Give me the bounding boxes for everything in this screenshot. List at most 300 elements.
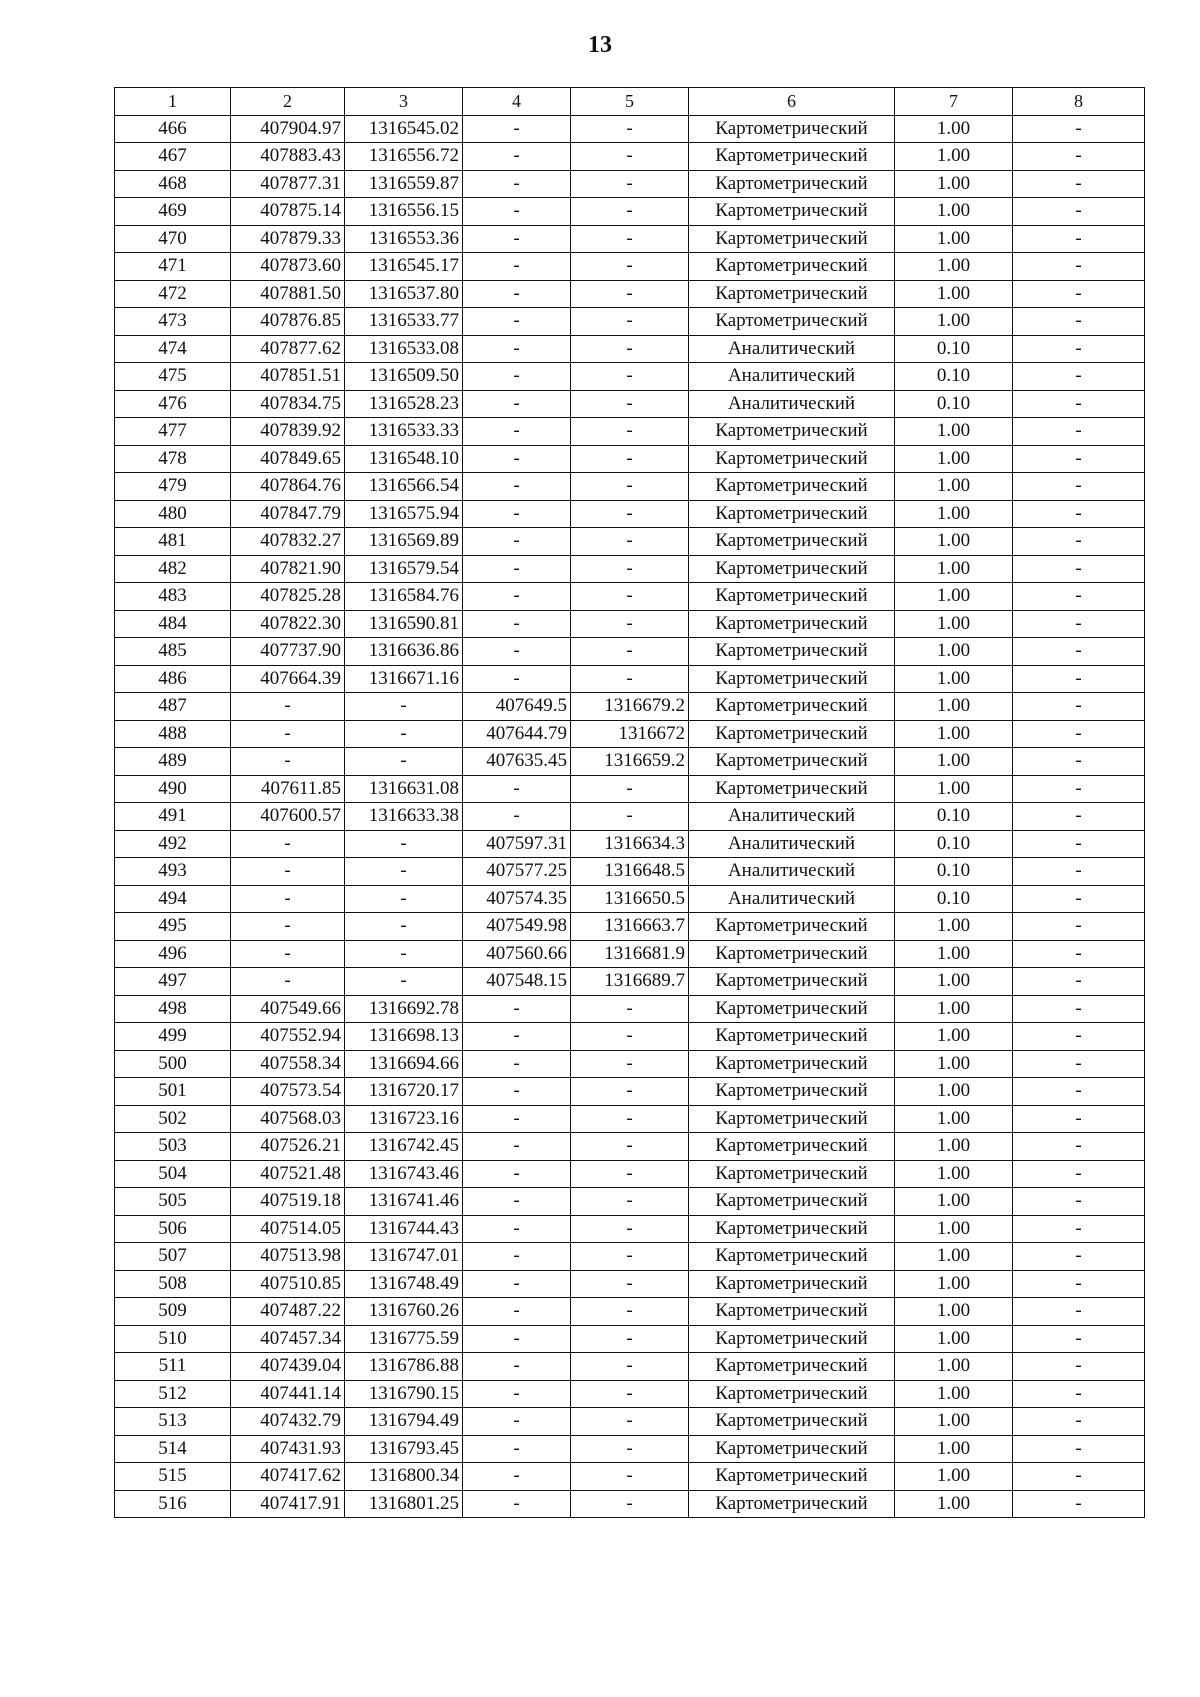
table-cell-y-coordinate-new: - [571, 418, 689, 446]
table-cell-y-coordinate-new: - [571, 143, 689, 171]
table-cell-x-coordinate: 407568.03 [231, 1105, 345, 1133]
table-row [115, 308, 1145, 336]
table-cell-point-number: 508 [115, 1270, 231, 1298]
header-row [115, 88, 1145, 116]
table-row [115, 858, 1145, 886]
table-cell-x-coordinate-new: - [463, 1215, 571, 1243]
table-cell-method: Картометрический [689, 418, 895, 446]
table-cell-y-coordinate-new: - [571, 583, 689, 611]
table-cell-x-coordinate: - [231, 748, 345, 776]
table-cell-note: - [1013, 940, 1145, 968]
table-cell-note: - [1013, 583, 1145, 611]
table-row [115, 1188, 1145, 1216]
table-row [115, 1160, 1145, 1188]
table-cell-note: - [1013, 363, 1145, 391]
table-cell-y-coordinate: 1316553.36 [345, 225, 463, 253]
table-cell-method: Картометрический [689, 610, 895, 638]
table-cell-x-coordinate-new: - [463, 308, 571, 336]
table-cell-accuracy: 0.10 [895, 390, 1013, 418]
table-cell-method: Картометрический [689, 1353, 895, 1381]
table-cell-point-number: 492 [115, 830, 231, 858]
table-cell-note: - [1013, 1380, 1145, 1408]
table-row [115, 1380, 1145, 1408]
table-cell-point-number: 480 [115, 500, 231, 528]
table-cell-accuracy: 1.00 [895, 308, 1013, 336]
table-cell-accuracy: 1.00 [895, 198, 1013, 226]
table-cell-x-coordinate: 407847.79 [231, 500, 345, 528]
table-cell-y-coordinate-new: 1316672 [571, 720, 689, 748]
table-cell-x-coordinate: - [231, 913, 345, 941]
column-header: 8 [1013, 88, 1145, 116]
table-cell-y-coordinate: - [345, 748, 463, 776]
table-cell-method: Картометрический [689, 143, 895, 171]
table-row [115, 473, 1145, 501]
table-cell-y-coordinate-new: - [571, 1270, 689, 1298]
table-cell-y-coordinate-new: 1316679.2 [571, 693, 689, 721]
table-cell-accuracy: 1.00 [895, 665, 1013, 693]
table-cell-x-coordinate-new: - [463, 253, 571, 281]
table-cell-point-number: 516 [115, 1490, 231, 1518]
table-cell-x-coordinate-new: - [463, 1325, 571, 1353]
table-row [115, 1435, 1145, 1463]
table-cell-method: Картометрический [689, 1105, 895, 1133]
table-cell-y-coordinate: - [345, 830, 463, 858]
table-cell-note: - [1013, 1435, 1145, 1463]
table-cell-method: Картометрический [689, 253, 895, 281]
table-cell-note: - [1013, 280, 1145, 308]
table-cell-y-coordinate-new: - [571, 1325, 689, 1353]
table-cell-y-coordinate-new: 1316663.7 [571, 913, 689, 941]
table-cell-y-coordinate-new: 1316659.2 [571, 748, 689, 776]
table-cell-y-coordinate: 1316569.89 [345, 528, 463, 556]
table-row [115, 225, 1145, 253]
table-cell-x-coordinate: 407514.05 [231, 1215, 345, 1243]
table-cell-y-coordinate: 1316575.94 [345, 500, 463, 528]
table-cell-method: Картометрический [689, 473, 895, 501]
table-cell-x-coordinate: - [231, 720, 345, 748]
table-cell-note: - [1013, 775, 1145, 803]
table-cell-y-coordinate: 1316545.02 [345, 115, 463, 143]
table-row [115, 170, 1145, 198]
table-cell-method: Картометрический [689, 775, 895, 803]
table-cell-y-coordinate: 1316633.38 [345, 803, 463, 831]
table-header [115, 88, 1145, 116]
table-row [115, 803, 1145, 831]
table-cell-x-coordinate: - [231, 968, 345, 996]
table-row [115, 995, 1145, 1023]
column-header: 4 [463, 88, 571, 116]
table-cell-y-coordinate-new: - [571, 1463, 689, 1491]
table-cell-x-coordinate-new: - [463, 1105, 571, 1133]
table-cell-note: - [1013, 610, 1145, 638]
table-cell-point-number: 491 [115, 803, 231, 831]
table-cell-accuracy: 1.00 [895, 1490, 1013, 1518]
table-cell-y-coordinate-new: 1316650.5 [571, 885, 689, 913]
table-cell-note: - [1013, 1325, 1145, 1353]
table-cell-method: Картометрический [689, 1270, 895, 1298]
table-cell-y-coordinate: 1316548.10 [345, 445, 463, 473]
table-cell-note: - [1013, 665, 1145, 693]
table-cell-x-coordinate: 407881.50 [231, 280, 345, 308]
table-cell-accuracy: 0.10 [895, 885, 1013, 913]
table-cell-note: - [1013, 858, 1145, 886]
table-cell-y-coordinate-new: - [571, 1353, 689, 1381]
coordinates-table [114, 87, 1145, 1518]
table-cell-y-coordinate: 1316533.08 [345, 335, 463, 363]
table-cell-y-coordinate: 1316590.81 [345, 610, 463, 638]
table-cell-note: - [1013, 803, 1145, 831]
table-cell-point-number: 487 [115, 693, 231, 721]
table-cell-method: Картометрический [689, 638, 895, 666]
table-cell-y-coordinate-new: - [571, 1078, 689, 1106]
table-cell-method: Картометрический [689, 748, 895, 776]
table-cell-point-number: 471 [115, 253, 231, 281]
table-cell-point-number: 477 [115, 418, 231, 446]
table-cell-x-coordinate-new: 407649.5 [463, 693, 571, 721]
table-cell-y-coordinate: 1316786.88 [345, 1353, 463, 1381]
table-cell-x-coordinate: 407573.54 [231, 1078, 345, 1106]
table-cell-point-number: 497 [115, 968, 231, 996]
table-cell-note: - [1013, 1105, 1145, 1133]
table-cell-x-coordinate: - [231, 885, 345, 913]
table-row [115, 445, 1145, 473]
table-cell-method: Картометрический [689, 913, 895, 941]
table-row [115, 913, 1145, 941]
table-cell-y-coordinate: 1316559.87 [345, 170, 463, 198]
table-cell-y-coordinate-new: - [571, 1215, 689, 1243]
table-cell-y-coordinate: 1316775.59 [345, 1325, 463, 1353]
table-cell-point-number: 469 [115, 198, 231, 226]
table-cell-y-coordinate-new: - [571, 225, 689, 253]
table-cell-y-coordinate-new: - [571, 803, 689, 831]
table-cell-y-coordinate: 1316692.78 [345, 995, 463, 1023]
table-cell-x-coordinate-new: 407574.35 [463, 885, 571, 913]
table-cell-y-coordinate-new: - [571, 473, 689, 501]
table-cell-method: Картометрический [689, 693, 895, 721]
table-cell-point-number: 466 [115, 115, 231, 143]
table-cell-y-coordinate: 1316509.50 [345, 363, 463, 391]
table-cell-y-coordinate-new: - [571, 170, 689, 198]
table-cell-accuracy: 1.00 [895, 583, 1013, 611]
table-cell-y-coordinate-new: - [571, 308, 689, 336]
table-cell-accuracy: 1.00 [895, 1408, 1013, 1436]
table-cell-point-number: 489 [115, 748, 231, 776]
table-cell-note: - [1013, 1243, 1145, 1271]
table-cell-method: Картометрический [689, 1188, 895, 1216]
table-cell-x-coordinate: 407441.14 [231, 1380, 345, 1408]
table-cell-x-coordinate: 407864.76 [231, 473, 345, 501]
table-cell-y-coordinate: 1316584.76 [345, 583, 463, 611]
table-cell-y-coordinate-new: - [571, 335, 689, 363]
table-cell-method: Картометрический [689, 280, 895, 308]
table-cell-accuracy: 1.00 [895, 500, 1013, 528]
table-cell-accuracy: 1.00 [895, 1188, 1013, 1216]
table-cell-x-coordinate-new: - [463, 418, 571, 446]
table-cell-x-coordinate-new: - [463, 1380, 571, 1408]
table-cell-x-coordinate: 407519.18 [231, 1188, 345, 1216]
table-cell-accuracy: 0.10 [895, 858, 1013, 886]
table-cell-x-coordinate: 407417.91 [231, 1490, 345, 1518]
table-row [115, 748, 1145, 776]
table-row [115, 830, 1145, 858]
table-row [115, 1133, 1145, 1161]
table-cell-y-coordinate-new: 1316681.9 [571, 940, 689, 968]
table-cell-x-coordinate-new: - [463, 1188, 571, 1216]
table-cell-point-number: 502 [115, 1105, 231, 1133]
table-cell-method: Картометрический [689, 1215, 895, 1243]
table-cell-method: Картометрический [689, 115, 895, 143]
table-cell-y-coordinate-new: 1316689.7 [571, 968, 689, 996]
table-row [115, 1050, 1145, 1078]
table-cell-method: Картометрический [689, 1325, 895, 1353]
table-cell-x-coordinate-new: - [463, 638, 571, 666]
table-cell-x-coordinate: 407664.39 [231, 665, 345, 693]
table-cell-x-coordinate: 407737.90 [231, 638, 345, 666]
table-cell-x-coordinate: 407513.98 [231, 1243, 345, 1271]
table-cell-note: - [1013, 1408, 1145, 1436]
table-cell-x-coordinate-new: - [463, 473, 571, 501]
table-cell-y-coordinate: 1316723.16 [345, 1105, 463, 1133]
table-cell-accuracy: 1.00 [895, 610, 1013, 638]
table-cell-method: Картометрический [689, 1490, 895, 1518]
table-row [115, 1270, 1145, 1298]
table-cell-x-coordinate-new: - [463, 1353, 571, 1381]
table-cell-y-coordinate: - [345, 940, 463, 968]
table-cell-accuracy: 1.00 [895, 1325, 1013, 1353]
table-cell-y-coordinate-new: - [571, 1188, 689, 1216]
table-cell-y-coordinate-new: - [571, 1243, 689, 1271]
table-cell-point-number: 494 [115, 885, 231, 913]
table-cell-x-coordinate-new: - [463, 1463, 571, 1491]
table-row [115, 1078, 1145, 1106]
table-cell-point-number: 515 [115, 1463, 231, 1491]
table-cell-point-number: 500 [115, 1050, 231, 1078]
table-row [115, 1105, 1145, 1133]
table-cell-method: Картометрический [689, 1380, 895, 1408]
table-cell-y-coordinate-new: - [571, 1160, 689, 1188]
table-cell-y-coordinate: 1316556.15 [345, 198, 463, 226]
table-cell-method: Картометрический [689, 445, 895, 473]
table-cell-point-number: 504 [115, 1160, 231, 1188]
table-row [115, 1023, 1145, 1051]
table-cell-x-coordinate-new: - [463, 445, 571, 473]
table-cell-y-coordinate-new: - [571, 280, 689, 308]
table-row [115, 500, 1145, 528]
table-cell-point-number: 483 [115, 583, 231, 611]
table-cell-y-coordinate-new: - [571, 528, 689, 556]
table-cell-accuracy: 1.00 [895, 253, 1013, 281]
table-cell-y-coordinate: 1316545.17 [345, 253, 463, 281]
table-cell-y-coordinate: 1316636.86 [345, 638, 463, 666]
table-cell-method: Картометрический [689, 1078, 895, 1106]
table-cell-y-coordinate-new: - [571, 610, 689, 638]
table-cell-note: - [1013, 1188, 1145, 1216]
table-cell-x-coordinate-new: - [463, 335, 571, 363]
table-cell-x-coordinate: 407600.57 [231, 803, 345, 831]
table-cell-note: - [1013, 1215, 1145, 1243]
table-cell-method: Картометрический [689, 198, 895, 226]
table-cell-x-coordinate: 407879.33 [231, 225, 345, 253]
table-cell-accuracy: 1.00 [895, 1463, 1013, 1491]
table-cell-x-coordinate: - [231, 940, 345, 968]
table-cell-note: - [1013, 1023, 1145, 1051]
table-cell-x-coordinate: 407883.43 [231, 143, 345, 171]
table-cell-y-coordinate: 1316671.16 [345, 665, 463, 693]
table-cell-point-number: 468 [115, 170, 231, 198]
table-cell-x-coordinate: 407417.62 [231, 1463, 345, 1491]
table-cell-x-coordinate-new: 407644.79 [463, 720, 571, 748]
table-cell-y-coordinate-new: - [571, 665, 689, 693]
column-header: 3 [345, 88, 463, 116]
table-cell-x-coordinate-new: - [463, 225, 571, 253]
table-cell-x-coordinate: 407851.51 [231, 363, 345, 391]
table-cell-accuracy: 1.00 [895, 1105, 1013, 1133]
table-cell-point-number: 475 [115, 363, 231, 391]
table-cell-point-number: 478 [115, 445, 231, 473]
table-cell-y-coordinate-new: - [571, 1408, 689, 1436]
table-cell-x-coordinate: 407439.04 [231, 1353, 345, 1381]
table-cell-method: Картометрический [689, 968, 895, 996]
table-cell-note: - [1013, 335, 1145, 363]
table-row [115, 280, 1145, 308]
table-cell-accuracy: 1.00 [895, 280, 1013, 308]
table-cell-accuracy: 1.00 [895, 170, 1013, 198]
table-cell-note: - [1013, 308, 1145, 336]
table-cell-x-coordinate-new: - [463, 1435, 571, 1463]
table-cell-note: - [1013, 115, 1145, 143]
table-cell-x-coordinate-new: - [463, 528, 571, 556]
table-cell-x-coordinate: 407431.93 [231, 1435, 345, 1463]
table-cell-y-coordinate-new: - [571, 1023, 689, 1051]
table-cell-x-coordinate: 407875.14 [231, 198, 345, 226]
table-cell-method: Картометрический [689, 1133, 895, 1161]
table-cell-point-number: 481 [115, 528, 231, 556]
table-cell-accuracy: 1.00 [895, 775, 1013, 803]
table-row [115, 968, 1145, 996]
table-cell-x-coordinate: 407877.31 [231, 170, 345, 198]
table-cell-x-coordinate: 407832.27 [231, 528, 345, 556]
table-cell-y-coordinate: 1316537.80 [345, 280, 463, 308]
table-cell-note: - [1013, 170, 1145, 198]
table-cell-y-coordinate-new: 1316634.3 [571, 830, 689, 858]
table-cell-x-coordinate-new: - [463, 555, 571, 583]
table-cell-accuracy: 1.00 [895, 913, 1013, 941]
table-body [115, 115, 1145, 1518]
table-cell-x-coordinate-new: 407635.45 [463, 748, 571, 776]
table-cell-point-number: 501 [115, 1078, 231, 1106]
table-row [115, 720, 1145, 748]
table-cell-note: - [1013, 1078, 1145, 1106]
table-row [115, 115, 1145, 143]
table-row [115, 775, 1145, 803]
table-cell-x-coordinate-new: 407560.66 [463, 940, 571, 968]
table-cell-y-coordinate: 1316631.08 [345, 775, 463, 803]
table-cell-accuracy: 1.00 [895, 940, 1013, 968]
table-cell-note: - [1013, 1353, 1145, 1381]
table-cell-x-coordinate-new: - [463, 198, 571, 226]
table-row [115, 1325, 1145, 1353]
table-cell-method: Картометрический [689, 1298, 895, 1326]
table-cell-point-number: 476 [115, 390, 231, 418]
table-cell-y-coordinate: 1316748.49 [345, 1270, 463, 1298]
table-cell-y-coordinate: - [345, 693, 463, 721]
table-row [115, 363, 1145, 391]
table-cell-note: - [1013, 638, 1145, 666]
table-cell-y-coordinate: 1316747.01 [345, 1243, 463, 1271]
table-cell-method: Картометрический [689, 720, 895, 748]
table-cell-accuracy: 1.00 [895, 115, 1013, 143]
table-cell-y-coordinate-new: - [571, 253, 689, 281]
table-row [115, 390, 1145, 418]
table-row [115, 253, 1145, 281]
table-row [115, 1463, 1145, 1491]
table-row [115, 583, 1145, 611]
table-cell-accuracy: 0.10 [895, 830, 1013, 858]
table-cell-method: Аналитический [689, 363, 895, 391]
table-cell-accuracy: 1.00 [895, 1270, 1013, 1298]
table-cell-y-coordinate-new: - [571, 1105, 689, 1133]
table-cell-y-coordinate-new: - [571, 555, 689, 583]
table-cell-note: - [1013, 885, 1145, 913]
table-cell-point-number: 513 [115, 1408, 231, 1436]
table-row [115, 1215, 1145, 1243]
table-cell-accuracy: 1.00 [895, 1133, 1013, 1161]
table-cell-method: Аналитический [689, 885, 895, 913]
table-cell-method: Картометрический [689, 1463, 895, 1491]
table-cell-x-coordinate-new: - [463, 1408, 571, 1436]
table-row [115, 1490, 1145, 1518]
table-row [115, 198, 1145, 226]
table-cell-accuracy: 0.10 [895, 803, 1013, 831]
table-cell-y-coordinate: 1316694.66 [345, 1050, 463, 1078]
table-cell-point-number: 485 [115, 638, 231, 666]
table-cell-point-number: 470 [115, 225, 231, 253]
table-cell-x-coordinate: 407822.30 [231, 610, 345, 638]
table-cell-note: - [1013, 500, 1145, 528]
table-cell-y-coordinate: 1316801.25 [345, 1490, 463, 1518]
table-cell-note: - [1013, 473, 1145, 501]
table-row [115, 1243, 1145, 1271]
table-cell-x-coordinate: - [231, 830, 345, 858]
table-cell-accuracy: 1.00 [895, 445, 1013, 473]
table-cell-x-coordinate: 407558.34 [231, 1050, 345, 1078]
table-row [115, 610, 1145, 638]
table-cell-y-coordinate: - [345, 858, 463, 886]
table-cell-y-coordinate-new: - [571, 995, 689, 1023]
table-cell-note: - [1013, 693, 1145, 721]
table-cell-accuracy: 1.00 [895, 1078, 1013, 1106]
table-row [115, 638, 1145, 666]
table-cell-note: - [1013, 968, 1145, 996]
table-cell-point-number: 507 [115, 1243, 231, 1271]
table-cell-x-coordinate-new: - [463, 1270, 571, 1298]
table-row [115, 693, 1145, 721]
table-cell-x-coordinate: - [231, 693, 345, 721]
table-cell-x-coordinate-new: - [463, 1050, 571, 1078]
table-cell-y-coordinate: 1316566.54 [345, 473, 463, 501]
table-cell-x-coordinate-new: - [463, 1078, 571, 1106]
page-number: 13 [588, 32, 612, 58]
column-header: 7 [895, 88, 1013, 116]
table-cell-point-number: 467 [115, 143, 231, 171]
table-cell-x-coordinate: 407487.22 [231, 1298, 345, 1326]
table-cell-x-coordinate: 407821.90 [231, 555, 345, 583]
table-cell-x-coordinate-new: - [463, 665, 571, 693]
table-row [115, 335, 1145, 363]
table-cell-x-coordinate: 407521.48 [231, 1160, 345, 1188]
table-cell-y-coordinate-new: - [571, 445, 689, 473]
table-cell-x-coordinate-new: 407597.31 [463, 830, 571, 858]
